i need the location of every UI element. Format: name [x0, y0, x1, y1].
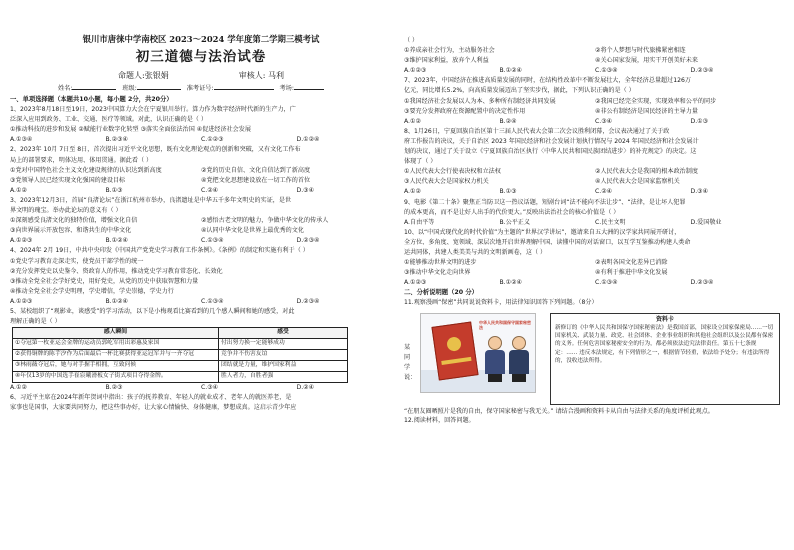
option-b[interactable]: B.①②④ [499, 67, 523, 75]
law-book-illustration [431, 321, 478, 380]
question-9-options [404, 218, 786, 228]
option-a[interactable]: A.①② [404, 117, 421, 125]
question-11-intro: 11.观察漫画“保密”共同说说资料卡，用法律知识回答下列问题。（8分） [404, 299, 598, 307]
choice: ③党领导人民已经实现文化强国的建设目标 [10, 176, 126, 184]
question-2-choices [10, 166, 392, 176]
question-10-line: 全方位、多角度、宽领域、深层次地开启世界理解中国、读懂中国的对话窗口，以互学互鉴推动构建人类命 [404, 238, 691, 246]
option-b[interactable]: B.①③ [105, 186, 123, 194]
option-d[interactable]: D.①③ [690, 117, 709, 125]
question-5-line: 5、某校组织了“观影业，谈感受”的学习活动，以下是小梅观看比赛看到的几个感人瞬间和她的感受，对此 [10, 307, 295, 315]
option-b[interactable]: B.公平正义 [499, 218, 530, 226]
side-char: 某 [404, 343, 411, 351]
name-blank[interactable] [72, 83, 116, 90]
table-header: 感人瞬间 [13, 328, 219, 339]
question-6-line: 6、习近平主席在2024年新年贺词中指出：孩子的抚养教育、年轻人的就业成才、老年人的就医养老，是 [10, 394, 292, 402]
question-1-options [10, 135, 392, 145]
student-info-line [10, 83, 392, 95]
name-label: 姓名: [58, 85, 73, 92]
question-8-line: 体现了（ ） [404, 158, 437, 166]
choice: ④推动全党全社会学史明理，学史增信，学史崇德，学史力行 [10, 287, 174, 295]
option-c[interactable]: C.③④ [201, 384, 219, 392]
table-row [13, 339, 348, 350]
table-header-row [13, 328, 348, 339]
question-9-line: 9、电影《第二十条》聚焦正当防卫这一热议话题，短剧台词“法不能向不法让步”、“法律，是让坏人犯罪 [404, 198, 686, 206]
table-cell: 付出努力换一定能够成功 [219, 339, 348, 350]
author-line [10, 69, 392, 83]
exam-title: 初三道德与法治试卷 [135, 49, 267, 65]
table-cell: 胜人者力，自胜者强 [219, 372, 348, 383]
figure-head [488, 336, 502, 350]
question-7-options [404, 117, 786, 127]
question-7-line: 亿元，同比增长5.2%，向高质量发展迈出了坚实步伐，据此，下列认识正确的是（ ） [404, 87, 635, 95]
side-char: 说： [404, 373, 417, 381]
option-c[interactable]: C.①③④ [201, 297, 224, 305]
national-emblem-icon [446, 336, 462, 352]
choice: ②充分发挥党史以史鉴今、资政育人的作用，推动党史学习教育常态化、长效化 [10, 267, 223, 275]
choice: ②我国已经完全实现，实现效率和公平的同步 [595, 97, 717, 105]
section-heading-2: 二、分析说明题（20 分） [404, 289, 478, 297]
question-8-line: 8、1月26日，宁夏回族自治区第十三届人民代表大会第二次会议胜利闭幕，会议表决通过了关于政 [404, 127, 670, 135]
table-row [13, 361, 348, 372]
choice: ①能够推动世界文明的进步 [404, 259, 477, 267]
room-blank[interactable] [294, 83, 324, 90]
choice: ③要充分发挥政府在资源配置中的决定性作用 [404, 107, 526, 115]
option-d[interactable]: D.②③④ [690, 279, 714, 287]
question-6-choices [404, 46, 786, 56]
question-8-options [404, 187, 786, 197]
option-c[interactable]: C.①③④ [201, 237, 224, 245]
question-10-choices [404, 268, 786, 278]
table-cell: 团结就是力量，维护国家利益 [219, 361, 348, 372]
question-9-line: 的成本更高，而不是让好人出手的代价更大。”反映出法治社会的核心价值是（ ） [404, 208, 620, 216]
question-5-table [12, 327, 348, 383]
ticket-blank[interactable] [214, 83, 274, 90]
question-6-choices [404, 56, 786, 66]
question-3-choices [10, 216, 392, 226]
option-a[interactable]: A.①② [10, 384, 27, 392]
question-11-figure [404, 311, 786, 407]
choice: ①党对中国特色社会主义文化建设规律的认识达到新高度 [10, 166, 162, 174]
option-a[interactable]: A.①②③ [404, 279, 427, 287]
option-c[interactable]: C.①③④ [595, 279, 618, 287]
question-8-choices [404, 167, 786, 177]
table-cell: ②获得铜牌的陈芋汐作为后面最后一杯比赛获得亚运冠军并与一齐夺冠 [13, 350, 219, 361]
choice: ②党的历史自信、文化自信达到了新高度 [201, 166, 311, 174]
option-b[interactable]: B.①②④ [105, 237, 129, 245]
question-3-choices [10, 226, 392, 236]
option-c[interactable]: C.②④ [595, 188, 613, 196]
question-10-line: 10、以“中国式现代化的时代价值”为主题的“世界汉学讲坛”，邀请来自五大洲的汉学家共同展开研讨， [404, 228, 681, 236]
class-label: 班级: [122, 85, 137, 92]
section-heading-1: 一、单项选择题（本题共10小题，每小题 2分，共20分） [10, 96, 173, 103]
question-10-options [404, 278, 786, 288]
book-stripe [441, 356, 471, 364]
option-a[interactable]: A.①②③ [10, 297, 33, 305]
secrecy-cartoon-image [420, 313, 536, 393]
choice: ③维护国家利益，放弃个人利益 [404, 57, 489, 65]
ticket-label: 准考证号: [186, 85, 214, 92]
class-blank[interactable] [137, 83, 181, 90]
room-label: 考场: [279, 85, 294, 92]
question-2-line: 局上的部署要求，明体达用、体用贯通。据此看（ ） [10, 156, 153, 164]
material-card [550, 313, 780, 405]
figure-body [509, 350, 529, 374]
choice: ③推动全党全社会学好党史，用好党史，从党的历史中获取智慧和力量 [10, 277, 199, 285]
figure-legs [512, 374, 526, 382]
option-d[interactable]: D.②③④ [296, 237, 320, 245]
official-figure [485, 336, 505, 382]
question-10-line: 运共同体，共建人类美美与共的文明新画卷，这（ ） [404, 248, 547, 256]
option-a[interactable]: A.①② [10, 186, 27, 194]
choice: ④非公有制经济是国民经济的主导力量 [595, 107, 698, 115]
right-column [404, 0, 786, 550]
question-12-intro: 12.阅读材料，回答问题。 [404, 416, 475, 424]
option-c[interactable]: C.①③④ [595, 67, 618, 75]
option-a[interactable]: A.①②③ [10, 237, 33, 245]
question-5-options [10, 383, 392, 393]
question-8-choices [404, 177, 786, 187]
table-row [13, 372, 348, 383]
question-1-line: 泛深入应用到政务、工业、交通、医疗等领域。对此，认识正确的是（ ） [10, 116, 207, 124]
question-2-choices [10, 176, 392, 186]
option-c[interactable]: C.②④ [201, 186, 219, 194]
choice: ②表明各国文化差异已消除 [595, 259, 668, 267]
choice: ②感悟古老文明的魅力，争做中华文化的传承人 [201, 217, 329, 225]
option-b[interactable]: B.①②④ [105, 297, 129, 305]
figure-body [485, 350, 505, 374]
question-4-line: 4、2024年 2月 19日，中共中央印发《中国共产党党史学习教育工作条例》。《条例》的制定和实施有利于（ ） [10, 247, 309, 255]
choice: ①党史学习教育走深走实，使党员干部学性的统一 [10, 257, 144, 265]
choice: ④人民代表大会是国家监察机关 [595, 178, 680, 186]
table-cell: ①夺冠第一枚亚运会金牌的运动员郭屹军用出彩惠及家国 [13, 339, 219, 350]
option-b[interactable]: B.①②④ [499, 279, 523, 287]
question-8-line: 府工作报告的决议，关于自治区 2023 年国民经济和社会发展计划执行情况与 2024 年国民经济和社会发展计 [404, 137, 699, 145]
table-cell: ④年仅13岁的中国选手崔宸曦滑板女子街式项目夺得金牌。 [13, 372, 219, 383]
option-b[interactable]: B.②③④ [105, 136, 129, 144]
choice: ④党把文化思想建设放在一切工作的首位 [201, 176, 311, 184]
question-11-quote: “在朋友圈晒照片是我的自由，保守国家秘密与我无关。” 请结合漫画和资料卡从自由与法律关系的角度评析此观点。 [404, 407, 714, 415]
question-8-line: 划的决议，通过了关于设立《宁夏回族自治区执行〈中华人民共和国民族团结进步〉的补充规定》的决定。这 [404, 148, 697, 156]
option-d[interactable]: D.爱国敬业 [690, 218, 722, 226]
option-b[interactable]: B.②④ [499, 117, 517, 125]
question-3-line: 3、2023年12月3日，首届“良渚论坛”在浙江杭州市举办，良渚遗址是中华五千多年文明史的实证，是世 [10, 196, 292, 204]
choice: ②将个人梦想与时代旅拂紧密相连 [595, 47, 686, 55]
cartoon-caption: 中华人民共和国保守国家秘密法 [479, 319, 531, 330]
question-2-options [10, 186, 392, 196]
choice: ③向世界展示开放包容、和谐共生的中华文化 [10, 227, 132, 235]
choice: ③推动中华文化走向世界 [404, 269, 471, 277]
table-cell: 竞争并不伤害友谊 [219, 350, 348, 361]
option-c[interactable]: C.民主文明 [595, 218, 626, 226]
question-3-options [10, 236, 392, 246]
question-3-line: 界文明的瑰宝。举办此论坛的意义有（ ） [10, 207, 122, 215]
side-char: 同 [404, 353, 411, 361]
side-char: 学 [404, 363, 411, 371]
option-d[interactable]: D.③④ [296, 186, 315, 194]
option-d[interactable]: D.①②④ [296, 136, 320, 144]
material-title: 资料卡 [655, 315, 674, 323]
table-header: 感受 [219, 328, 348, 339]
question-2-line: 2、2023年 10月 7日至 8日，首次提出习近平文化思想，既有文化理论观点的创新和突破，又有文化工作布 [10, 146, 301, 154]
option-a[interactable]: A.①②③ [404, 67, 427, 75]
option-b[interactable]: B.①③ [499, 188, 517, 196]
question-1-line: 1、2023年8月18日至19日，2023中国算力大会在宁夏银川举行。算力作为数字经济时代新的生产力，广 [10, 106, 296, 114]
option-a[interactable]: A.自由平等 [404, 218, 435, 226]
option-d[interactable]: D.②③④ [690, 67, 714, 75]
choice: ④关心国家发展，用实干开创美好未来 [595, 57, 698, 65]
option-d[interactable]: D.②③④ [296, 297, 320, 305]
option-c[interactable]: C.①②③ [201, 136, 224, 144]
official-figure [509, 336, 529, 382]
option-b[interactable]: B.②③ [105, 384, 123, 392]
option-d[interactable]: D.②④ [296, 384, 315, 392]
question-6-options [404, 66, 786, 76]
question-1-choices: ①推动科技的进步和发展 ②赋能行业数字化转型 ③落实全面依法治国 ④促进经济社会发展 [10, 126, 251, 134]
figure-legs [488, 374, 502, 382]
figure-head [512, 336, 526, 350]
question-10-choices [404, 258, 786, 268]
choice: ①深刻感受良渚文化的独特价值，增强文化自信 [10, 217, 138, 225]
school-title: 银川市唐徕中学南校区 2023～2024 学年度第二学期三模考试 [82, 34, 320, 44]
choice: ③人民代表大会是国家权力机关 [404, 178, 489, 186]
option-d[interactable]: D.③④ [690, 188, 709, 196]
student-says-label [404, 343, 418, 383]
question-4-options [10, 297, 392, 307]
material-text: 新修订的《中华人民共和国保守国家秘密法》是我国首部，国家设立国家保密局……一切国家机关、武装力量、政党、社会团体、企业事业组织和其他社会组织以及公民都有保密的义务。任何危害国家秘密安全的行为，都必须依法追究法律责任。第五十七条规定：…… 违反本法规定，有下列情形之一，根据情节轻重，依法给予处分；有违法所得的，没收违法所得。 [555, 324, 774, 365]
left-column [10, 0, 392, 550]
choice: ①我国经济社会发展以人为本、多种所有制经济共同发展 [404, 97, 556, 105]
question-5-line: 理解正确的是（ ） [10, 318, 61, 326]
question-7-line: 7、2023年，中国经济在推进高质量发展的同时，在结构性改革中不断发展壮大，全年经济总量超过126万 [404, 77, 691, 85]
question-6-bracket: （ ） [404, 37, 419, 44]
choice: ④认同中华文化是世界上最优秀的文化 [201, 227, 304, 235]
choice: ①养成亲社会行为，主动服务社会 [404, 47, 495, 55]
table-row [13, 350, 348, 361]
question-6-line: 家事也是国事，大家要共同努力，把这些事办好，让大家心情愉快、身体健康，梦想成真。这启示青少年应 [10, 404, 297, 412]
choice: ④有利于推进中华文化发展 [595, 269, 668, 277]
choice: ②人民代表大会是我国的根本政治制度 [595, 168, 698, 176]
reviewer-label: 审核人: 马利 [238, 71, 284, 80]
setter-label: 命题人:张银娟 [118, 71, 169, 80]
question-7-choices [404, 97, 786, 107]
choice: ①人民代表大会行使表决权和立法权 [404, 168, 501, 176]
option-a[interactable]: A.①② [404, 188, 421, 196]
table-cell: ③林雨薇夺冠后，她与对手握手相拥，互致问候 [13, 361, 219, 372]
question-7-choices [404, 107, 786, 117]
option-a[interactable]: A.①③④ [10, 136, 33, 144]
option-c[interactable]: C.③④ [595, 117, 613, 125]
